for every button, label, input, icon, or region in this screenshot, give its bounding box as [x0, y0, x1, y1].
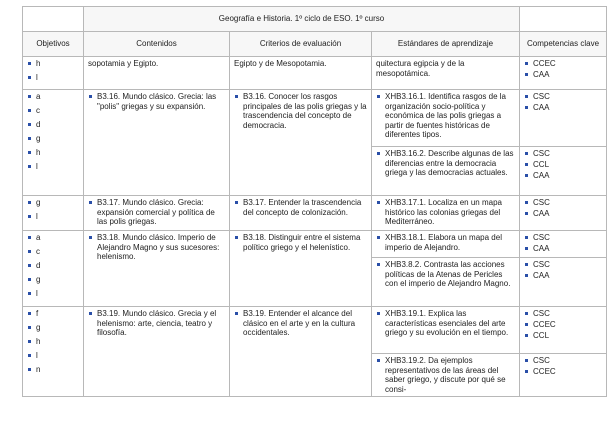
- estandar-text: XHB3.19.2. Da ejemplos representativos de las áreas del saber griego, y discute por qué se consi-: [376, 356, 515, 394]
- competencias-cell: [520, 306, 607, 353]
- objetivo-item: n: [27, 365, 79, 375]
- objetivos-cell: [23, 306, 84, 396]
- objetivo-item: l: [27, 289, 79, 299]
- objetivo-item: f: [27, 309, 79, 319]
- blank-header-cell: [23, 7, 84, 32]
- objetivos-cell: [23, 195, 84, 230]
- competencias-cell: [520, 195, 607, 230]
- column-header-row: [23, 32, 607, 57]
- criterio-cell: [230, 89, 372, 195]
- column-header-estandares: Estándares de aprendizaje: [372, 32, 520, 57]
- criterio-text: B3.19. Entender el alcance del clásico en el arte y en la cultura occidentales.: [234, 309, 367, 338]
- objetivo-item: l: [27, 351, 79, 361]
- competencia-item: CAA: [524, 103, 602, 113]
- column-header-competencias: Competencias clave: [520, 32, 607, 57]
- competencia-item: CSC: [524, 356, 602, 366]
- estandar-cell: [372, 257, 520, 306]
- contenido-cell: [84, 230, 230, 306]
- objetivo-item: g: [27, 323, 79, 333]
- competencia-item: CSC: [524, 149, 602, 159]
- competencia-item: CAA: [524, 171, 602, 181]
- competencia-item: CAA: [524, 271, 602, 281]
- contenido-cell: [84, 306, 230, 396]
- column-header-criterios: Criterios de evaluación: [230, 32, 372, 57]
- contenido-text: sopotamia y Egipto.: [88, 59, 159, 68]
- competencias-cell: [520, 89, 607, 146]
- criterio-text: Egipto y de Mesopotamia.: [234, 59, 327, 68]
- contenido-cell: [84, 195, 230, 230]
- contenido-text: B3.16. Mundo clásico. Grecia: las "polis" griegas y su expansión.: [88, 92, 225, 111]
- criterio-text: B3.18. Distinguir entre el sistema político griego y el helenístico.: [234, 233, 367, 252]
- estandar-text: XHB3.16.1. Identifica rasgos de la organización socio-política y económica de las polis griegas a partir de fuentes históricas de diferentes tipos.: [376, 92, 515, 140]
- column-header-objetivos: Objetivos: [23, 32, 84, 57]
- competencias-cell: [520, 230, 607, 257]
- table-row: [23, 57, 607, 90]
- estandar-cell: [372, 306, 520, 353]
- criterio-cell: [230, 195, 372, 230]
- competencia-item: CCEC: [524, 320, 602, 330]
- criterio-cell: [230, 306, 372, 396]
- estandar-text: XHB3.18.1. Elabora un mapa del imperio de Alejandro.: [376, 233, 515, 252]
- objetivos-cell: [23, 57, 84, 90]
- estandar-cell: [372, 353, 520, 396]
- competencia-item: CAA: [524, 209, 602, 219]
- objetivo-item: g: [27, 134, 79, 144]
- estandar-cell: [372, 195, 520, 230]
- objetivo-item: l: [27, 212, 79, 222]
- subject-header-row: [23, 7, 607, 32]
- contenido-cell: [84, 89, 230, 195]
- contenido-cell: [84, 57, 230, 90]
- objetivo-item: d: [27, 261, 79, 271]
- criterio-text: B3.16. Conocer los rasgos principales de las polis griegas y la trascendencia del concepto de democracia.: [234, 92, 367, 130]
- objetivo-item: l: [27, 73, 79, 83]
- table-row: [23, 306, 607, 353]
- contenido-text: B3.19. Mundo clásico. Grecia y el helenismo: arte, ciencia, teatro y filosofía.: [88, 309, 225, 338]
- competencia-item: CSC: [524, 198, 602, 208]
- objetivo-item: c: [27, 247, 79, 257]
- estandar-cell: [372, 89, 520, 146]
- estandar-cell: [372, 230, 520, 257]
- competencia-item: CAA: [524, 244, 602, 254]
- objetivo-item: l: [27, 162, 79, 172]
- subject-header: Geografía e Historia. 1º ciclo de ESO. 1º curso: [84, 7, 520, 32]
- objetivo-item: g: [27, 275, 79, 285]
- competencias-cell: [520, 257, 607, 306]
- objetivo-item: c: [27, 106, 79, 116]
- competencia-item: CCEC: [524, 59, 602, 69]
- blank-header-cell: [520, 7, 607, 32]
- objetivo-item: g: [27, 198, 79, 208]
- competencia-item: CCEC: [524, 367, 602, 377]
- competencia-item: CSC: [524, 309, 602, 319]
- competencia-item: CSC: [524, 260, 602, 270]
- curriculum-table: [22, 6, 607, 397]
- criterio-cell: [230, 230, 372, 306]
- estandar-text: XHB3.16.2. Describe algunas de las diferencias entre la democracia griega y las democracias actuales.: [376, 149, 515, 178]
- table-row: [23, 89, 607, 146]
- competencias-cell: [520, 146, 607, 195]
- estandar-text: XHB3.8.2. Contrasta las acciones políticas de la Atenas de Pericles con el imperio de Alejandro Magno.: [376, 260, 515, 289]
- table-row: [23, 195, 607, 230]
- criterio-text: B3.17. Entender la trascendencia del concepto de colonización.: [234, 198, 367, 217]
- competencias-cell: [520, 57, 607, 90]
- competencia-item: CCL: [524, 331, 602, 341]
- competencias-cell: [520, 353, 607, 396]
- estandar-cell: [372, 57, 520, 90]
- estandar-text: quitectura egipcia y de la mesopotámica.: [376, 59, 465, 78]
- objetivos-cell: [23, 230, 84, 306]
- objetivo-item: h: [27, 59, 79, 69]
- competencia-item: CSC: [524, 233, 602, 243]
- estandar-text: XHB3.17.1. Localiza en un mapa histórico las colonias griegas del Mediterráneo.: [376, 198, 515, 227]
- contenido-text: B3.17. Mundo clásico. Grecia: expansión comercial y política de las polis griegas.: [88, 198, 225, 227]
- objetivo-item: h: [27, 148, 79, 158]
- column-header-contenidos: Contenidos: [84, 32, 230, 57]
- objetivo-item: a: [27, 92, 79, 102]
- criterio-cell: [230, 57, 372, 90]
- competencia-item: CSC: [524, 92, 602, 102]
- objetivo-item: a: [27, 233, 79, 243]
- competencia-item: CCL: [524, 160, 602, 170]
- estandar-cell: [372, 146, 520, 195]
- objetivo-item: d: [27, 120, 79, 130]
- contenido-text: B3.18. Mundo clásico. Imperio de Alejandro Magno y sus sucesores: helenismo.: [88, 233, 225, 262]
- table-row: [23, 230, 607, 257]
- objetivo-item: h: [27, 337, 79, 347]
- objetivos-cell: [23, 89, 84, 195]
- competencia-item: CAA: [524, 70, 602, 80]
- estandar-text: XHB3.19.1. Explica las características esenciales del arte griego y su evolución en el tiempo.: [376, 309, 515, 338]
